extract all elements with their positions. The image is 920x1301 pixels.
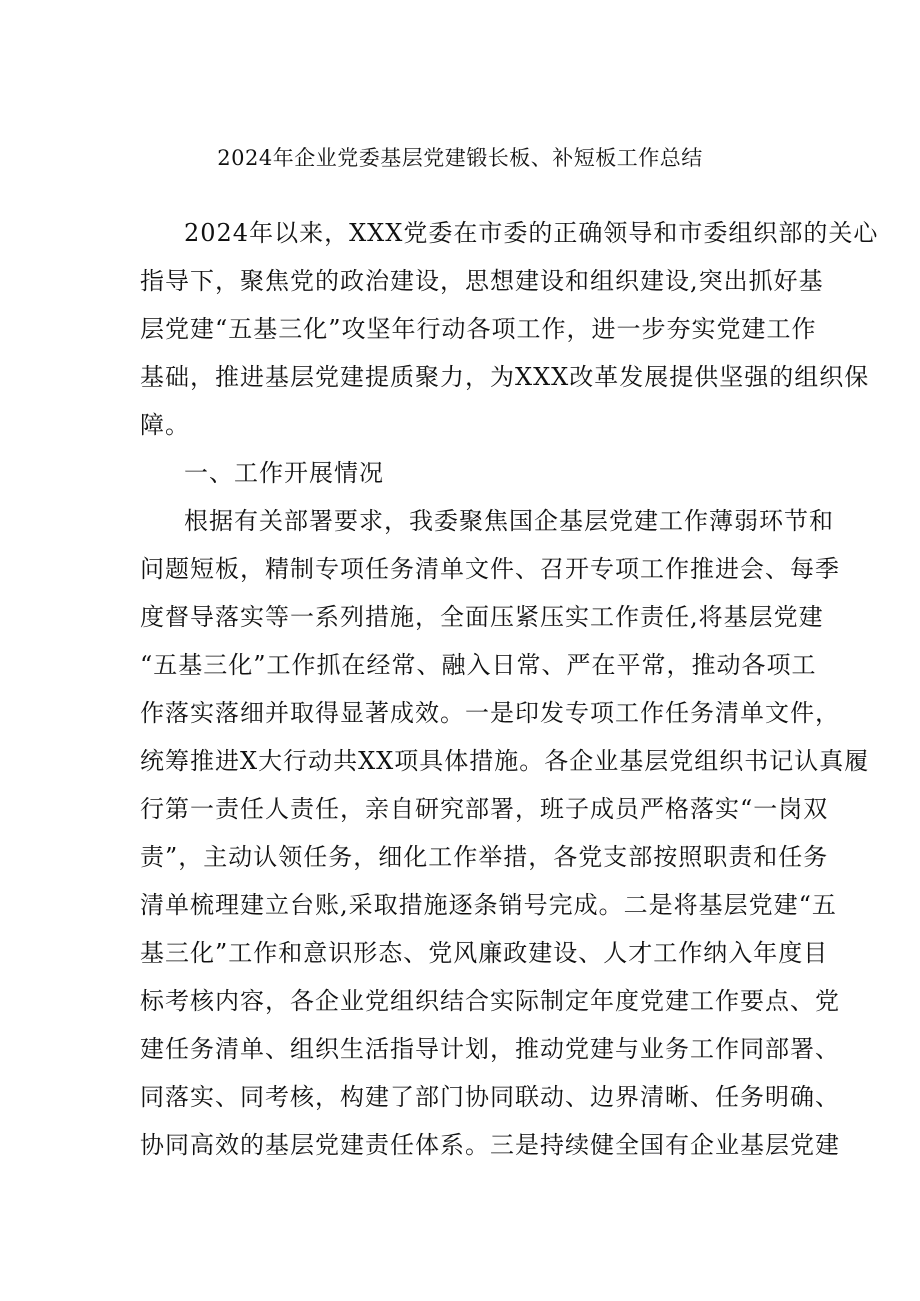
intro-line-2: 指导下，聚焦党的政治建设，思想建设和组织建设,突出抓好基 [140,267,824,295]
body-line-7: 行第一责任人责任，亲自研究部署，班子成员严格落实“一岗双 [140,795,829,823]
document-title: 2024年企业党委基层党建锻长板、补短板工作总结 [217,146,703,170]
body-line-3: 度督导落实等一系列措施，全面压紧压实工作责任,将基层党建 [140,603,824,631]
body-line-1: 根据有关部署要求，我委聚焦国企基层党建工作薄弱环节和 [184,507,834,535]
body-line-14: 协同高效的基层党建责任体系。三是持续健全国有企业基层党建 [140,1131,840,1159]
body-line-6: 统筹推进X大行动共XX项具体措施。各企业基层党组织书记认真履 [140,747,870,775]
body-line-8: 责”，主动认领任务，细化工作举措，各党支部按照职责和任务 [140,843,829,871]
body-line-12: 建任务清单、组织生活指导计划，推动党建与业务工作同部署、 [140,1035,840,1063]
intro-line-5: 障。 [140,411,190,439]
body-line-11: 标考核内容，各企业党组织结合实际制定年度党建工作要点、党 [140,987,840,1015]
intro-line-4: 基础，推进基层党建提质聚力，为XXX改革发展提供坚强的组织保 [140,363,870,391]
body-line-10: 基三化”工作和意识形态、党风廉政建设、人才工作纳入年度目 [140,939,829,967]
section-heading: 一、工作开展情况 [184,459,384,487]
body-line-9: 清单梳理建立台账,采取措施逐条销号完成。二是将基层党建“五 [140,891,837,919]
body-line-2: 问题短板，精制专项任务清单文件、召开专项工作推进会、每季 [140,555,840,583]
body-line-13: 同落实、同考核，构建了部门协同联动、边界清晰、任务明确、 [140,1083,840,1111]
intro-line-1: 2024年以来，XXX党委在市委的正确领导和市委组织部的关心 [184,219,879,247]
body-line-4: “五基三化”工作抓在经常、融入日常、严在平常，推动各项工 [140,651,817,679]
body-line-5: 作落实落细并取得显著成效。一是印发专项工作任务清单文件， [140,699,840,727]
intro-line-3: 层党建“五基三化”攻坚年行动各项工作，进一步夯实党建工作 [140,315,817,343]
